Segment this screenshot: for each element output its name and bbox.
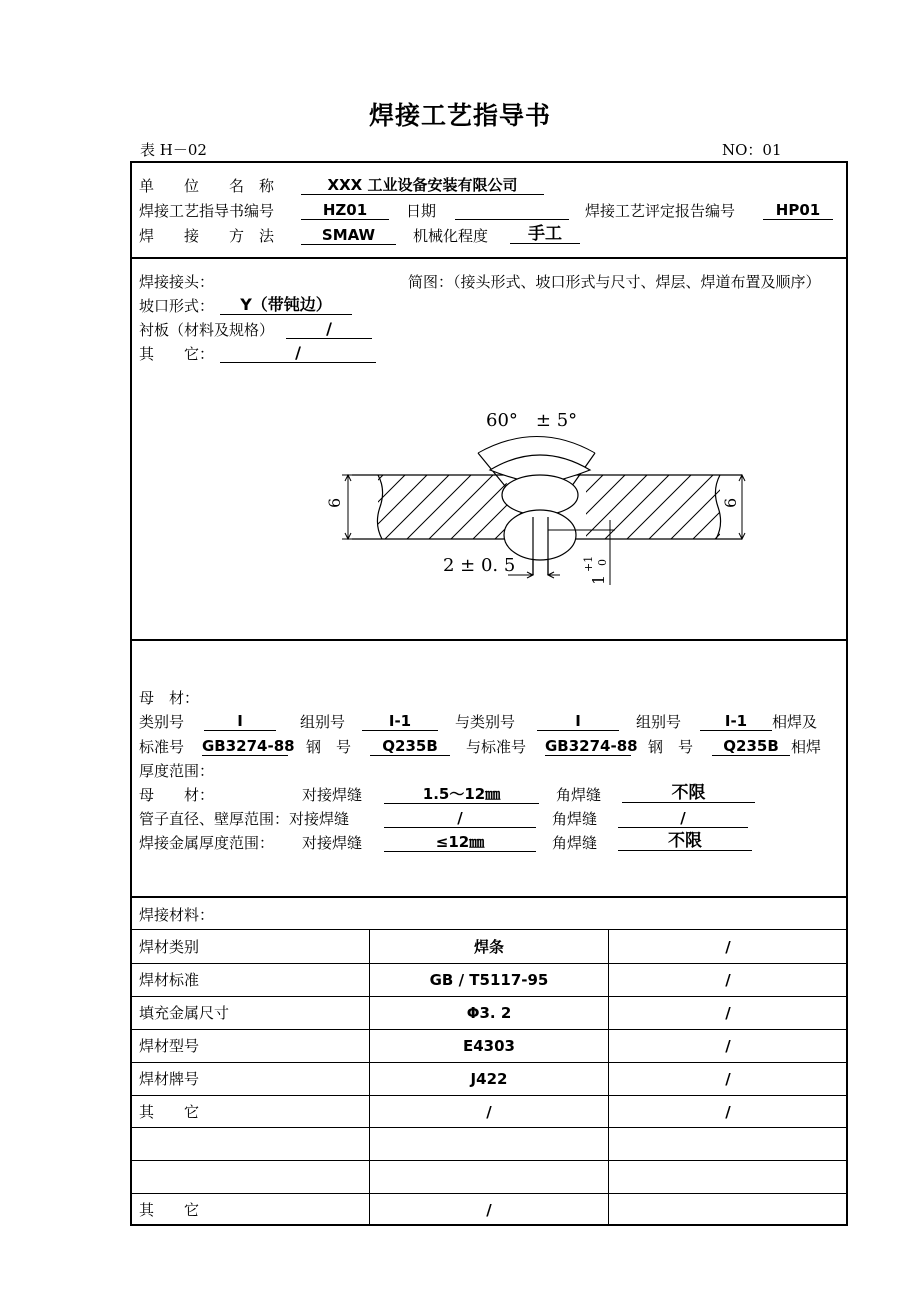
other-value: / [220,344,376,363]
document-number: NO：01 [722,141,782,159]
joint-label: 焊接接头： [139,273,215,291]
angle-dimension: 60° ± 5° [486,410,578,431]
pipe-butt-value: / [384,809,536,828]
joint-sketch [0,0,920,640]
material-row-value-1: Φ3. 2 [466,1003,512,1022]
steel-value: Q235B [370,737,450,756]
root-face-tolerance-upper: +1 [582,555,595,572]
with-standard-label: 与标准号 [466,738,527,756]
deposit-fillet-value: 不限 [618,832,752,851]
document-title: 焊接工艺指导书 [368,101,551,130]
group2-value: Ⅰ-1 [700,712,772,731]
backing-value: / [286,320,372,339]
mechanization-value: 手工 [510,225,580,244]
steel2-label: 钢 号 [648,738,694,756]
pipe-fillet-value: / [618,809,748,828]
root-face-dimension: 1 [589,574,608,585]
material-row-label: 其 它 [139,1201,200,1220]
standard-label: 标准号 [139,738,185,756]
category-label: 类别号 [139,713,185,731]
gap-dimension: 2 ± 0. 5 [443,555,516,576]
pqr-value: HP01 [763,201,833,220]
row-divider [130,1127,848,1128]
deposit-butt-label: 对接焊缝 [302,834,363,852]
pipe-range-label: 管子直径、壁厚范围：对接焊缝 [139,810,350,828]
wps-no-value: HZ01 [301,201,389,220]
butt-weld-label: 对接焊缝 [302,786,363,804]
group-label: 组别号 [300,713,346,731]
material-row-label: 焊材标准 [139,970,200,989]
root-face-tolerance-lower: 0 [596,559,609,566]
groove-value: Y（带钝边） [220,296,352,315]
row-divider [130,963,848,964]
row-divider [130,1095,848,1096]
method-label: 焊 接 方 法 [139,227,275,245]
material-row-value-2: / [725,1102,731,1121]
with-category-value: Ⅰ [537,712,619,731]
group-value: Ⅰ-1 [362,712,438,731]
date-label: 日期 [406,202,437,220]
row-divider [130,1029,848,1030]
material-row-label: 焊材牌号 [139,1069,200,1088]
material-row-value-2: / [725,1069,731,1088]
with-category-label: 与类别号 [455,713,516,731]
deposit-fillet-label: 角焊缝 [552,834,598,852]
base-metal-butt-value: 1.5～12㎜ [384,785,539,804]
unit-label: 单 位 名 称 [139,177,275,195]
category-value: Ⅰ [204,712,276,731]
with-standard-value: GB3274-88 [545,737,638,755]
deposit-butt-value: ≤12㎜ [384,833,536,852]
sketch-label: 简图：（接头形式、坡口形式与尺寸、焊层、焊道布置及顺序） [408,273,821,291]
material-row-value-2: / [725,938,731,956]
materials-label: 焊接材料： [139,906,215,924]
groove-label: 坡口形式： [139,297,215,315]
table-number: 表 H－02 [140,141,207,159]
thickness-range-label: 厚度范围： [139,762,215,780]
right-thickness: 6 [721,497,740,508]
material-row-label: 焊材类别 [139,938,200,956]
mechanization-label: 机械化程度 [413,227,489,245]
steel-label: 钢 号 [306,738,352,756]
standard-value: GB3274-88 [202,737,295,755]
fillet-weld-label: 角焊缝 [556,786,602,804]
divider [130,929,848,930]
material-row-value-1: E4303 [463,1036,515,1055]
wps-no-label: 焊接工艺指导书编号 [139,202,275,220]
material-row-value-1: / [486,1201,492,1220]
material-row-value-1: / [486,1102,492,1121]
row-divider [130,1062,848,1063]
material-row-value-2: / [725,970,731,989]
base-metal-label: 母 材： [139,689,200,707]
weld-label: 相焊 [791,738,822,756]
material-row-value-2: / [725,1003,731,1022]
material-row-value-1: GB / T5117-95 [429,970,549,989]
material-row-label: 其 它 [139,1102,200,1121]
steel2-value: Q235B [712,737,790,756]
base-metal-range-label: 母 材： [139,786,215,804]
deposit-range-label: 焊接金属厚度范围： [139,834,275,852]
row-divider [130,996,848,997]
material-row-value-1: 焊条 [473,938,504,956]
weld-with-label: 相焊及 [772,713,818,731]
unit-value: XXX 工业设备安装有限公司 [301,176,544,195]
method-value: SMAW [301,226,396,245]
pipe-fillet-label: 角焊缝 [552,810,598,828]
divider [130,896,848,898]
material-row-value-2: / [725,1036,731,1055]
row-divider [130,1160,848,1161]
row-divider [130,1193,848,1194]
left-thickness: 6 [325,497,344,508]
material-row-label: 焊材型号 [139,1036,200,1055]
material-row-value-1: J422 [470,1069,508,1088]
divider [130,639,848,641]
group2-label: 组别号 [636,713,682,731]
pqr-label: 焊接工艺评定报告编号 [585,202,736,220]
base-metal-fillet-value: 不限 [622,784,755,803]
material-row-label: 填充金属尺寸 [139,1003,230,1022]
backing-label: 衬板（材料及规格） [139,321,275,339]
other-label: 其 它： [139,345,215,363]
